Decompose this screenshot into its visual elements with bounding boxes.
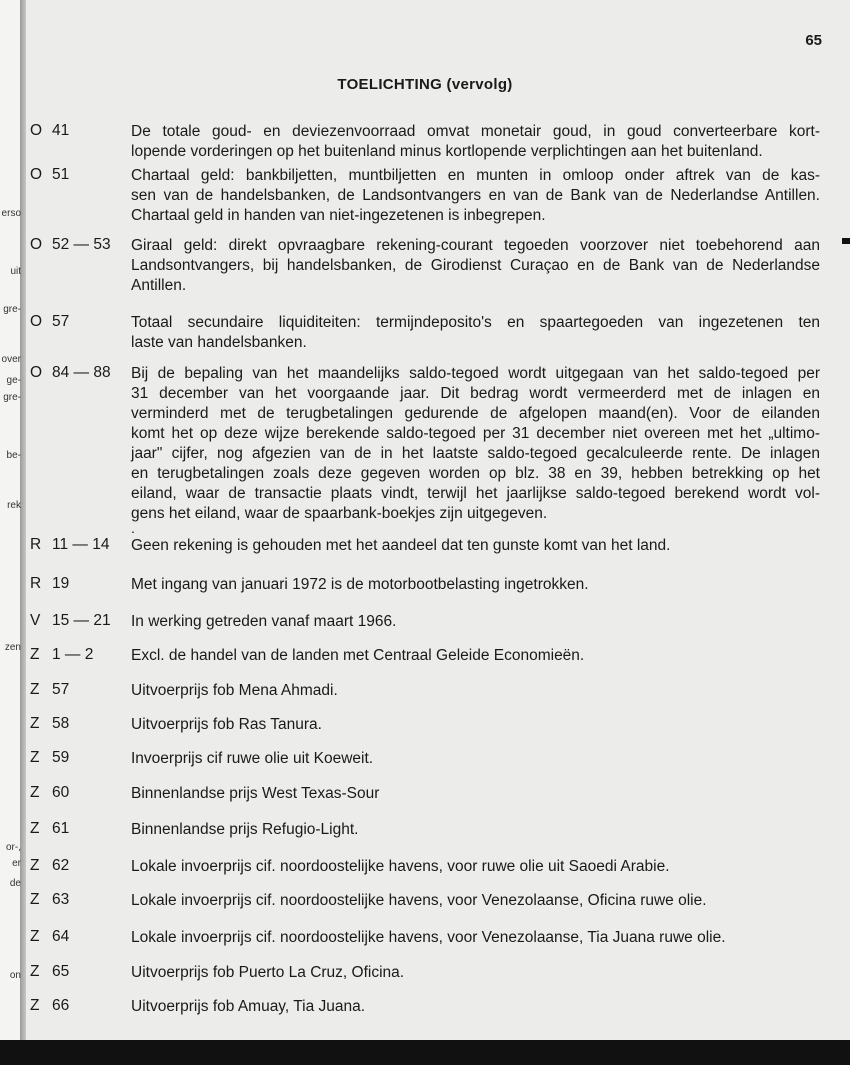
note-line: Totaal secundaire liquiditeiten: termijndeposito's en spaartegoeden van ingezetenen ten: [131, 314, 820, 331]
note-number: 15 — 21: [52, 612, 111, 629]
note-code: Z: [30, 891, 40, 908]
facing-page-fragment: er: [12, 858, 21, 869]
note-line: lopende vorderingen op het buitenland minus kortlopende verplichtingen aan het buitenland.: [131, 143, 763, 160]
note-code: Z: [30, 749, 40, 766]
facing-page-fragment: gre-: [3, 304, 21, 315]
note-code: O: [30, 166, 43, 183]
note-line: en terugbetalingen zoals deze gegeven worden op blz. 38 en 39, hebben betrekking op het: [131, 465, 820, 482]
note-line: De totale goud- en deviezenvoorraad omvat monetair goud, in goud converteerbare kort-: [131, 123, 820, 140]
note-line: Giraal geld: direkt opvraagbare rekening-courant tegoeden voorzover niet toebehorend aan: [131, 237, 820, 254]
note-number: 58: [52, 715, 70, 732]
note-code: R: [30, 575, 42, 592]
note-line: Uitvoerprijs fob Mena Ahmadi.: [131, 682, 338, 699]
note-line: Uitvoerprijs fob Puerto La Cruz, Oficina.: [131, 964, 405, 981]
note-text: [131, 681, 820, 701]
note-code: Z: [30, 928, 40, 945]
page-number: 65: [805, 32, 822, 49]
note-code: O: [30, 313, 43, 330]
note-text: [131, 575, 820, 595]
note-text: [131, 122, 820, 162]
facing-page-fragment: on: [9, 970, 21, 981]
note-code: Z: [30, 646, 40, 663]
note-code: Z: [30, 997, 40, 1014]
note-line: sen van de handelsbanken, de Landsontvangers en van de Bank van de Nederlandse Antillen.: [131, 187, 820, 204]
note-text: [131, 963, 820, 983]
note-text: [131, 313, 820, 353]
note-line: In werking getreden vanaf maart 1966.: [131, 613, 397, 630]
note-code: Z: [30, 681, 40, 698]
scan-bottom-border: [0, 1040, 850, 1065]
note-text: [131, 820, 820, 840]
note-text: [131, 997, 820, 1017]
note-line: Binnenlandse prijs West Texas-Sour: [131, 785, 380, 802]
note-line: jaar" cijfer, nog afgezien van de in het laatste saldo-tegoed gecalculeerde rente. De inlagen: [131, 445, 820, 462]
note-code: Z: [30, 784, 40, 801]
note-number: 57: [52, 313, 70, 330]
note-number: 19: [52, 575, 70, 592]
note-code: O: [30, 236, 43, 253]
note-line: Chartaal geld: bankbiljetten, muntbiljetten en munten in omloop onder aftrek van de kas-: [131, 167, 820, 184]
facing-page-fragment: de: [9, 878, 21, 889]
stray-dot: .: [131, 520, 135, 536]
note-line: Lokale invoerprijs cif. noordoostelijke havens, voor ruwe olie uit Saoedi Arabie.: [131, 858, 670, 875]
facing-page-fragment: be-: [6, 450, 21, 461]
note-number: 61: [52, 820, 70, 837]
note-text: [131, 715, 820, 735]
note-line: Binnenlandse prijs Refugio-Light.: [131, 821, 359, 838]
note-number: 65: [52, 963, 70, 980]
note-number: 51: [52, 166, 70, 183]
facing-page-fragment: rek: [7, 500, 21, 511]
note-number: 41: [52, 122, 70, 139]
note-text: [131, 784, 820, 804]
note-line: Bij de bepaling van het maandelijks saldo-tegoed wordt uitgegaan van het saldo-tegoed per: [131, 365, 820, 382]
note-line: Lokale invoerprijs cif. noordoostelijke havens, voor Venezolaanse, Tia Juana ruwe olie.: [131, 929, 726, 946]
facing-page-fragment: erso: [1, 208, 21, 219]
facing-page-fragment: uit: [10, 266, 21, 277]
facing-page-fragment: over: [1, 354, 21, 365]
note-number: 66: [52, 997, 70, 1014]
note-number: 63: [52, 891, 70, 908]
note-number: 59: [52, 749, 70, 766]
note-line: eiland, waar de transactie plaats vindt, terwijl het jaarlijkse saldo-tegoed berekend wordt vol-: [131, 485, 820, 502]
note-text: [131, 646, 820, 666]
note-number: 62: [52, 857, 70, 874]
note-number: 84 — 88: [52, 364, 111, 381]
note-line: verminderd met de terugbetalingen gedurende de afgelopen maand(en). Voor de eilanden: [131, 405, 820, 422]
note-text: [131, 364, 820, 524]
note-text: [131, 236, 820, 296]
note-text: [131, 857, 820, 877]
note-line: Excl. de handel van de landen met Centraal Geleide Economieën.: [131, 647, 585, 664]
facing-page-fragment: ge-: [6, 375, 21, 386]
facing-page-fragment: zen: [4, 642, 21, 653]
note-code: R: [30, 536, 42, 553]
note-text: [131, 536, 820, 556]
note-line: Uitvoerprijs fob Amuay, Tia Juana.: [131, 998, 366, 1015]
note-text: [131, 749, 820, 769]
note-line: laste van handelsbanken.: [131, 334, 307, 351]
note-code: V: [30, 612, 41, 629]
note-line: Geen rekening is gehouden met het aandeel dat ten gunste komt van het land.: [131, 537, 671, 554]
facing-page-fragment: gre-: [3, 392, 21, 403]
note-line: gens het eiland, waar de spaarbank-boekjes zijn uitgegeven.: [131, 505, 548, 522]
note-code: Z: [30, 857, 40, 874]
note-text: [131, 928, 820, 948]
note-code: Z: [30, 820, 40, 837]
note-text: [131, 166, 820, 226]
note-number: 1 — 2: [52, 646, 94, 663]
note-code: Z: [30, 715, 40, 732]
note-code: Z: [30, 963, 40, 980]
note-code: O: [30, 364, 43, 381]
note-line: Antillen.: [131, 277, 187, 294]
scan-edge-mark: [842, 238, 850, 244]
note-code: O: [30, 122, 43, 139]
facing-page-fragment: or-,: [6, 842, 21, 853]
note-number: 11 — 14: [52, 536, 110, 553]
note-line: komt het op deze wijze berekende saldo-tegoed per 31 december niet overeen met het „ultimo-: [131, 425, 820, 442]
note-text: [131, 891, 820, 911]
note-line: Uitvoerprijs fob Ras Tanura.: [131, 716, 322, 733]
note-number: 52 — 53: [52, 236, 111, 253]
note-line: 31 december van het voorgaande jaar. Dit bedrag wordt vermeerderd met de inlagen en: [131, 385, 820, 402]
note-number: 57: [52, 681, 70, 698]
note-line: Invoerprijs cif ruwe olie uit Koeweit.: [131, 750, 374, 767]
note-line: Landsontvangers, bij handelsbanken, de Girodienst Curaçao en de Bank van de Nederlandse: [131, 257, 820, 274]
note-number: 64: [52, 928, 70, 945]
page-title: TOELICHTING (vervolg): [337, 76, 513, 93]
note-line: Lokale invoerprijs cif. noordoostelijke havens, voor Venezolaanse, Oficina ruwe olie.: [131, 892, 707, 909]
note-line: Chartaal geld in handen van niet-ingezetenen is inbegrepen.: [131, 207, 546, 224]
note-line: Met ingang van januari 1972 is de motorbootbelasting ingetrokken.: [131, 576, 589, 593]
note-number: 60: [52, 784, 70, 801]
note-text: [131, 612, 820, 632]
